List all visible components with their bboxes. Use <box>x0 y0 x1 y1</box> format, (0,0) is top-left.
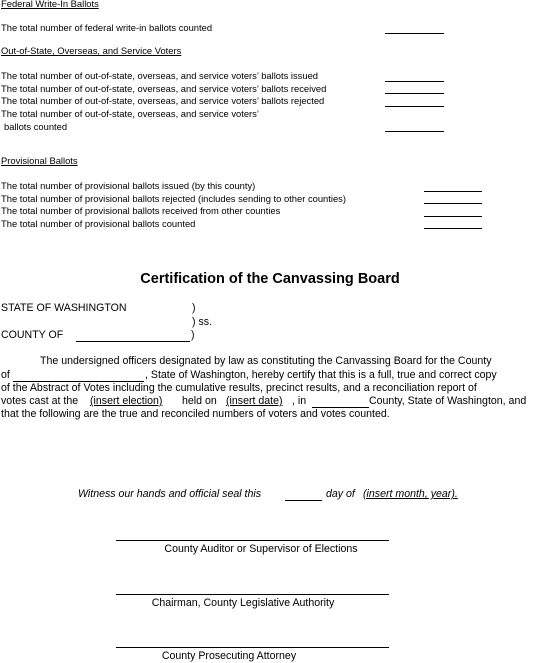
prosecutor-signature-line[interactable] <box>116 647 389 648</box>
para-line-2-end: , State of Washington, hereby certify that this is a full, true and correct copy <box>145 369 497 381</box>
federal-counted-blank[interactable] <box>385 33 444 34</box>
insert-month-year-field[interactable]: (insert month, year). <box>363 488 458 500</box>
oss-heading: Out-of-State, Overseas, and Service Voters <box>1 45 182 56</box>
prov-issued-blank[interactable] <box>424 191 482 192</box>
federal-heading: Federal Write-In Ballots <box>1 0 99 9</box>
county-blank[interactable] <box>76 341 190 342</box>
prosecutor-signature-label: County Prosecuting Attorney <box>161 650 297 662</box>
prov-rejected-blank[interactable] <box>424 203 482 204</box>
para-line-3: of the Abstract of Votes including the cumulative results, precinct results, and a reconciliation report of <box>1 382 477 394</box>
ss-paren: ) ss. <box>192 316 213 328</box>
insert-election-field[interactable]: (insert election) <box>90 395 163 407</box>
para-line-4-in: , in <box>292 395 307 407</box>
prov-counted-label: The total number of provisional ballots counted <box>1 218 196 229</box>
oss-rejected-blank[interactable] <box>385 106 444 107</box>
oss-received-label: The total number of out-of-state, overseas, and service voters’ ballots received <box>1 83 327 94</box>
auditor-signature-line[interactable] <box>116 540 389 541</box>
chairman-signature-line[interactable] <box>116 594 389 595</box>
oss-counted-label: The total number of out-of-state, overseas, and service voters’ <box>1 108 259 119</box>
oss-issued-label: The total number of out-of-state, overseas, and service voters’ ballots issued <box>1 70 318 81</box>
county-label: COUNTY OF <box>1 329 64 341</box>
witness-text-mid: day of <box>326 488 355 500</box>
witness-text-start: Witness our hands and official seal this <box>78 488 262 500</box>
chairman-signature-label: Chairman, County Legislative Authority <box>151 597 335 609</box>
prov-issued-label: The total number of provisional ballots issued (by this county) <box>1 180 256 191</box>
auditor-signature-label: County Auditor or Supervisor of Elections <box>164 543 358 555</box>
para-line-2-start: of <box>1 369 10 381</box>
prov-rejected-label: The total number of provisional ballots rejected (includes sending to other counties) <box>1 193 346 204</box>
oss-received-blank[interactable] <box>385 93 444 94</box>
prov-received-blank[interactable] <box>424 216 482 217</box>
para-line-5: that the following are the true and reconciled numbers of voters and votes counted. <box>1 408 390 420</box>
prov-received-label: The total number of provisional ballots received from other counties <box>1 205 281 216</box>
oss-rejected-label: The total number of out-of-state, overseas, and service voters’ ballots rejected <box>1 95 325 106</box>
oss-issued-blank[interactable] <box>385 81 444 82</box>
para-line-1: The undersigned officers designated by law as constituting the Canvassing Board for the County <box>40 355 492 367</box>
oss-counted-label-cont: ballots counted <box>4 121 68 132</box>
state-paren: ) <box>192 302 196 314</box>
provisional-heading: Provisional Ballots <box>1 155 78 166</box>
para-line-4-end: County, State of Washington, and <box>369 395 527 407</box>
para-line-4-start: votes cast at the <box>1 395 79 407</box>
state-label: STATE OF WASHINGTON <box>1 302 127 314</box>
para-line-4-held-on: held on <box>182 395 217 407</box>
insert-date-field[interactable]: (insert date) <box>226 395 283 407</box>
prov-counted-blank[interactable] <box>424 228 482 229</box>
certification-title: Certification of the Canvassing Board <box>140 271 400 287</box>
federal-counted-label: The total number of federal write-in ballots counted <box>1 22 213 33</box>
oss-counted-blank[interactable] <box>385 131 444 132</box>
day-blank[interactable] <box>285 500 322 501</box>
county-paren: ) <box>191 329 195 341</box>
